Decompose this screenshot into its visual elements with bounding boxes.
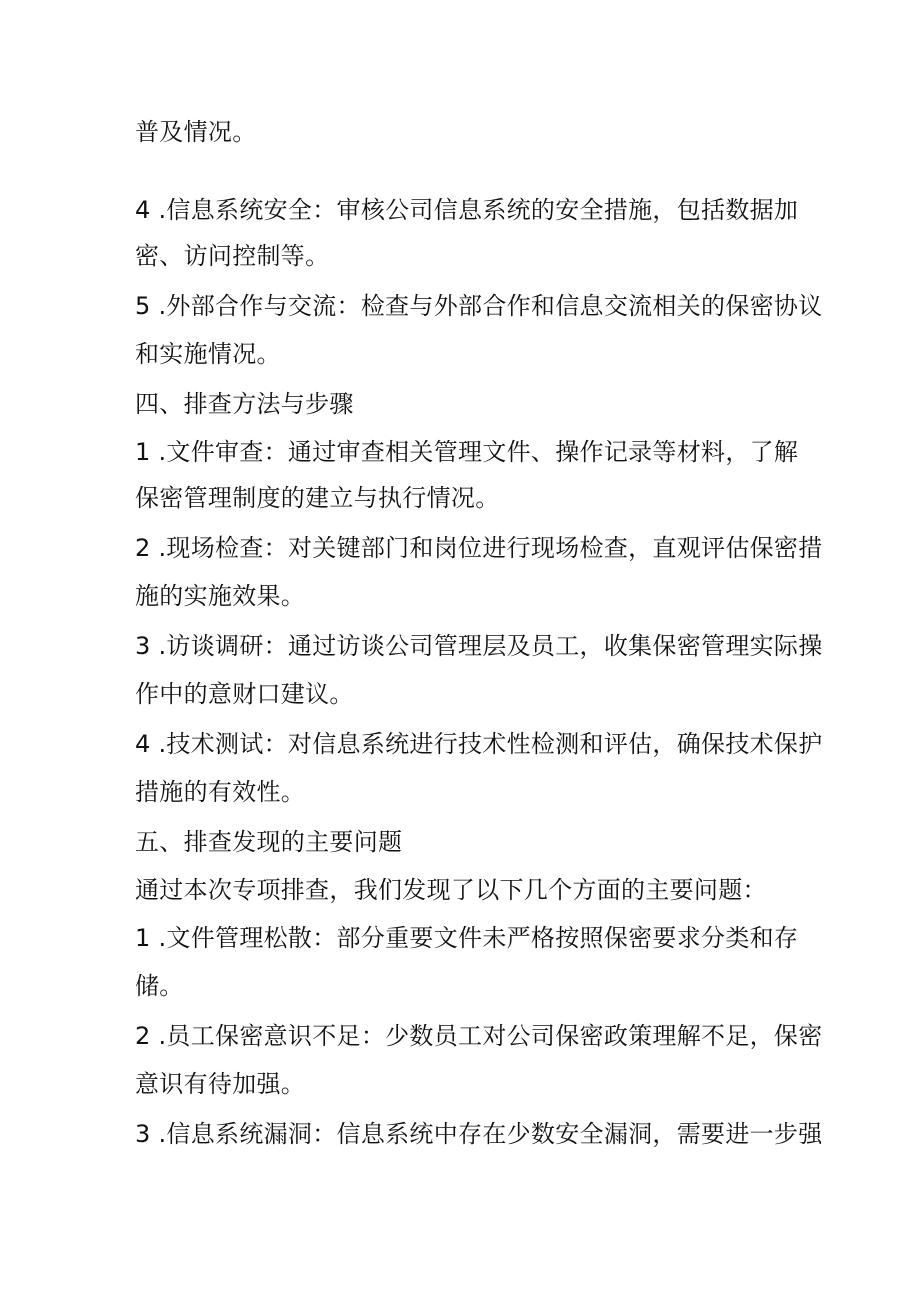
method-item-4-line-2: 措施的有效性。 [135, 778, 306, 806]
section-heading-5: 五、排查发现的主要问题 [135, 828, 403, 856]
list-item-5-line-2: 和实施情况。 [135, 340, 281, 368]
list-item-4-line-1: 4 .信息系统安全：审核公司信息系统的安全措施，包括数据加 [135, 196, 799, 224]
intro-paragraph: 通过本次专项排查，我们发现了以下几个方面的主要问题： [135, 876, 767, 904]
method-item-1-line-2: 保密管理制度的建立与执行情况。 [135, 484, 500, 512]
method-item-2-line-1: 2 .现场检查：对关键部门和岗位进行现场检查，直观评估保密措 [135, 534, 823, 562]
issue-item-1-line-2: 储。 [135, 972, 184, 1000]
list-item-4-line-2: 密、访问控制等。 [135, 242, 330, 270]
method-item-4-line-1: 4 .技术测试：对信息系统进行技术性检测和评估，确保技术保护 [135, 730, 823, 758]
method-item-1-line-1: 1 .文件审查：通过审查相关管理文件、操作记录等材料，了解 [135, 438, 799, 466]
text-line: 普及情况。 [135, 118, 257, 146]
section-heading-4: 四、排查方法与步骤 [135, 390, 354, 418]
issue-item-2-line-1: 2 .员工保密意识不足：少数员工对公司保密政策理解不足，保密 [135, 1022, 823, 1050]
method-item-3-line-2: 作中的意财口建议。 [135, 680, 354, 708]
issue-item-1-line-1: 1 .文件管理松散：部分重要文件未严格按照保密要求分类和存 [135, 924, 799, 952]
issue-item-3-line-1: 3 .信息系统漏洞：信息系统中存在少数安全漏洞，需要进一步强 [135, 1120, 823, 1148]
method-item-3-line-1: 3 .访谈调研：通过访谈公司管理层及员工，收集保密管理实际操 [135, 632, 823, 660]
list-item-5-line-1: 5 .外部合作与交流：检查与外部合作和信息交流相关的保密协议 [135, 292, 823, 320]
issue-item-2-line-2: 意识有待加强。 [135, 1070, 306, 1098]
method-item-2-line-2: 施的实施效果。 [135, 582, 306, 610]
